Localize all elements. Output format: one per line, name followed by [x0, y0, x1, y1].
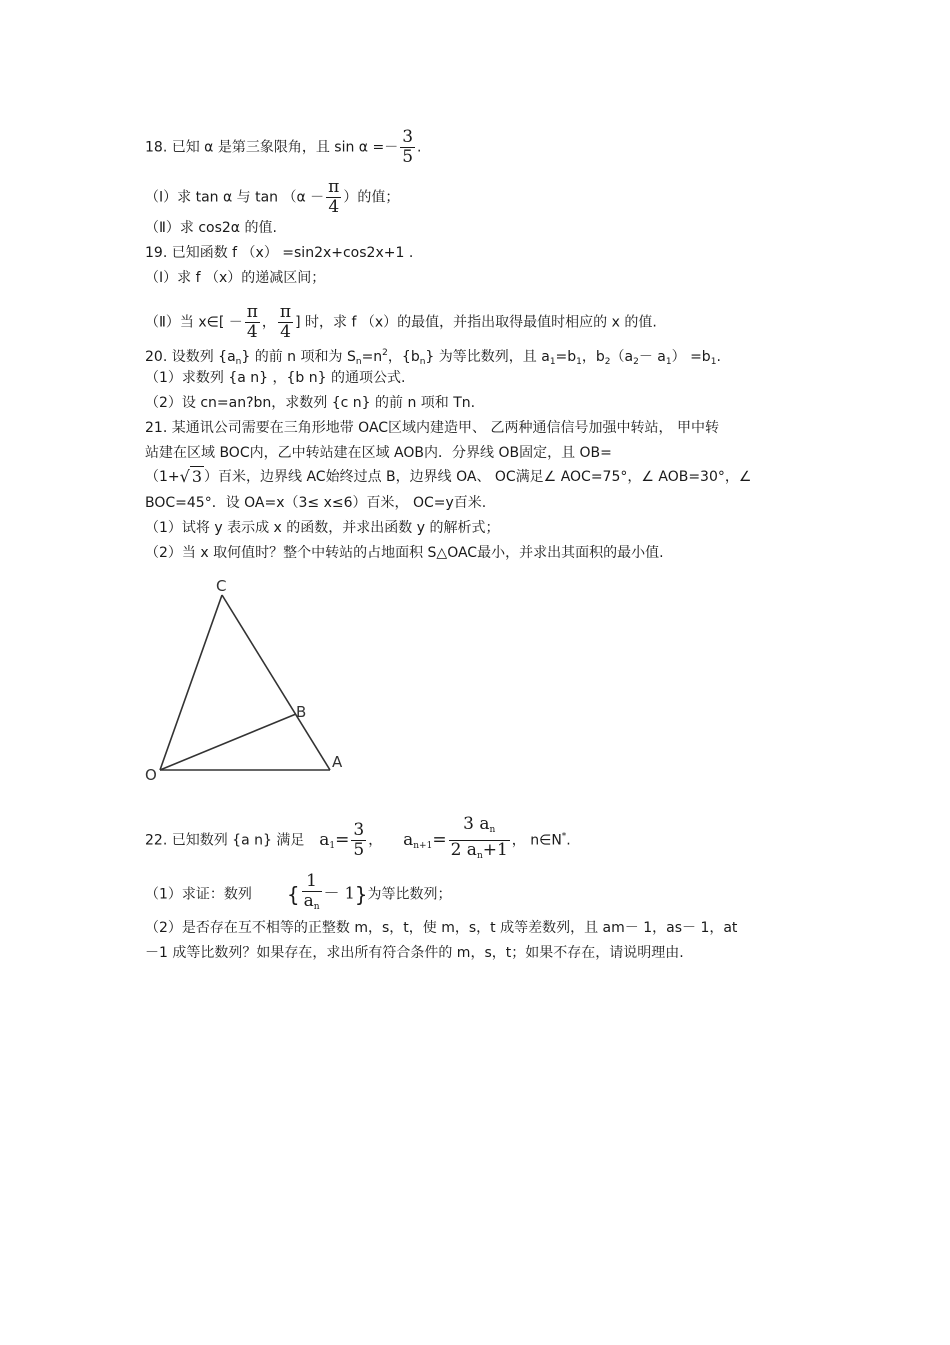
q19-line2: （Ⅰ）求 f （x）的递减区间；: [145, 270, 326, 286]
q22-line3: （2）是否存在互不相等的正整数 m，s，t，使 m，s，t 成等差数列，且 am－ 1，as－ 1，at: [145, 920, 738, 936]
q19-fraction-b: $\frac{\pi}{4}$: [279, 302, 292, 342]
q22-line1: 22. 已知数列 {a n} 满足 $a_1=$ $\frac{3}{5}$ ， $a_{n+1}=$ $\frac{3 a_n}{2 a_n+1}$ ， n∈N*.: [145, 815, 571, 866]
q21-line3: （1+√ 3 ）百米，边界线 AC始终过点 B，边界线 OA、 OC满足∠ AOC=75°，∠ AOB=30°，∠: [145, 467, 752, 486]
q20-line3: （2）设 cn=an?bn，求数列 {c n} 的前 n 项和 Tn.: [145, 395, 476, 411]
edge-oc: [160, 595, 222, 770]
a1-fraction: $\frac{3}{5}$: [353, 820, 365, 860]
q18-line1: 18. 已知 α 是第三象限角，且 sin α =－ $\frac{3}{5}$ .: [145, 127, 422, 167]
label-o: O: [145, 766, 157, 784]
q18-fraction: $\frac{3}{5}$: [402, 127, 414, 167]
q19-line1: 19. 已知函数 f （x） =sin2x+cos2x+1 .: [145, 245, 414, 261]
q18-line3: （Ⅱ）求 cos2α 的值.: [145, 220, 277, 236]
q21-line2: 站建在区域 BOC内，乙中转站建在区域 AOB内．分界线 OB固定，且 OB=: [145, 445, 612, 461]
edge-ca: [222, 595, 330, 770]
label-b: B: [296, 703, 307, 721]
q19-fraction-a: $\frac{\pi}{4}$: [246, 302, 258, 342]
a1-label: $a_1=$: [319, 829, 350, 851]
q22-line2: （1）求证：数列 { $\frac{1}{a_n}$ － 1}为等比数列；: [145, 872, 452, 917]
q18-line2: （Ⅰ）求 tan α 与 tan （α － $\frac{\pi}{4}$ ）的值；: [145, 177, 400, 217]
q20-line1: 20. 设数列 $\{a_n\}$ 的前 n 项和为 $S_n=n^2$，$\{b_n\}$ 为等比数列，且 $a_1=b_1$，$b_2(a_2- a_1) =b_1$.: [145, 348, 721, 367]
q20-line2: （1）求数列 {a n} ，{b n} 的通项公式.: [145, 370, 406, 386]
q21-line5: （1）试将 y 表示成 x 的函数，并求出函数 y 的解析式；: [145, 520, 500, 536]
q21-line6: （2）当 x 取何值时？整个中转站的占地面积 S△OAC最小，并求出其面积的最小值.: [145, 545, 664, 561]
edge-ob: [160, 714, 296, 770]
q18-text: 18. 已知 α 是第三象限角，且 sin α =－: [145, 139, 399, 156]
q21-line1: 21. 某通讯公司需要在三角形地带 OAC区域内建造甲、 乙两种通信信号加强中转站， 甲中转: [145, 420, 719, 436]
seq-fraction: $\frac{1}{a_n}$: [303, 871, 320, 912]
q21-line4: BOC=45°．设 OA=x（3≤ x≤6）百米， OC=y百米.: [145, 495, 487, 511]
sqrt-symbol: √ 3: [179, 467, 203, 486]
label-a: A: [332, 753, 343, 771]
q19-line3: （Ⅱ）当 x∈[ － $\frac{\pi}{4}$ ， $\frac{\pi}{4}$ ] 时，求 f （x）的最值，并指出取得最值时相应的 x 的值.: [145, 302, 657, 342]
q18-fraction-pi: $\frac{\pi}{4}$: [328, 177, 340, 217]
an1-label: $a_{n+1}=$: [403, 829, 447, 851]
q22-line4: －1 成等比数列？如果存在，求出所有符合条件的 m，s，t；如果不存在，请说明理由.: [145, 945, 684, 961]
triangle-figure: [140, 575, 360, 785]
label-c: C: [216, 577, 227, 595]
an1-fraction: $\frac{3 a_n}{2 a_n+1}$: [450, 814, 508, 861]
